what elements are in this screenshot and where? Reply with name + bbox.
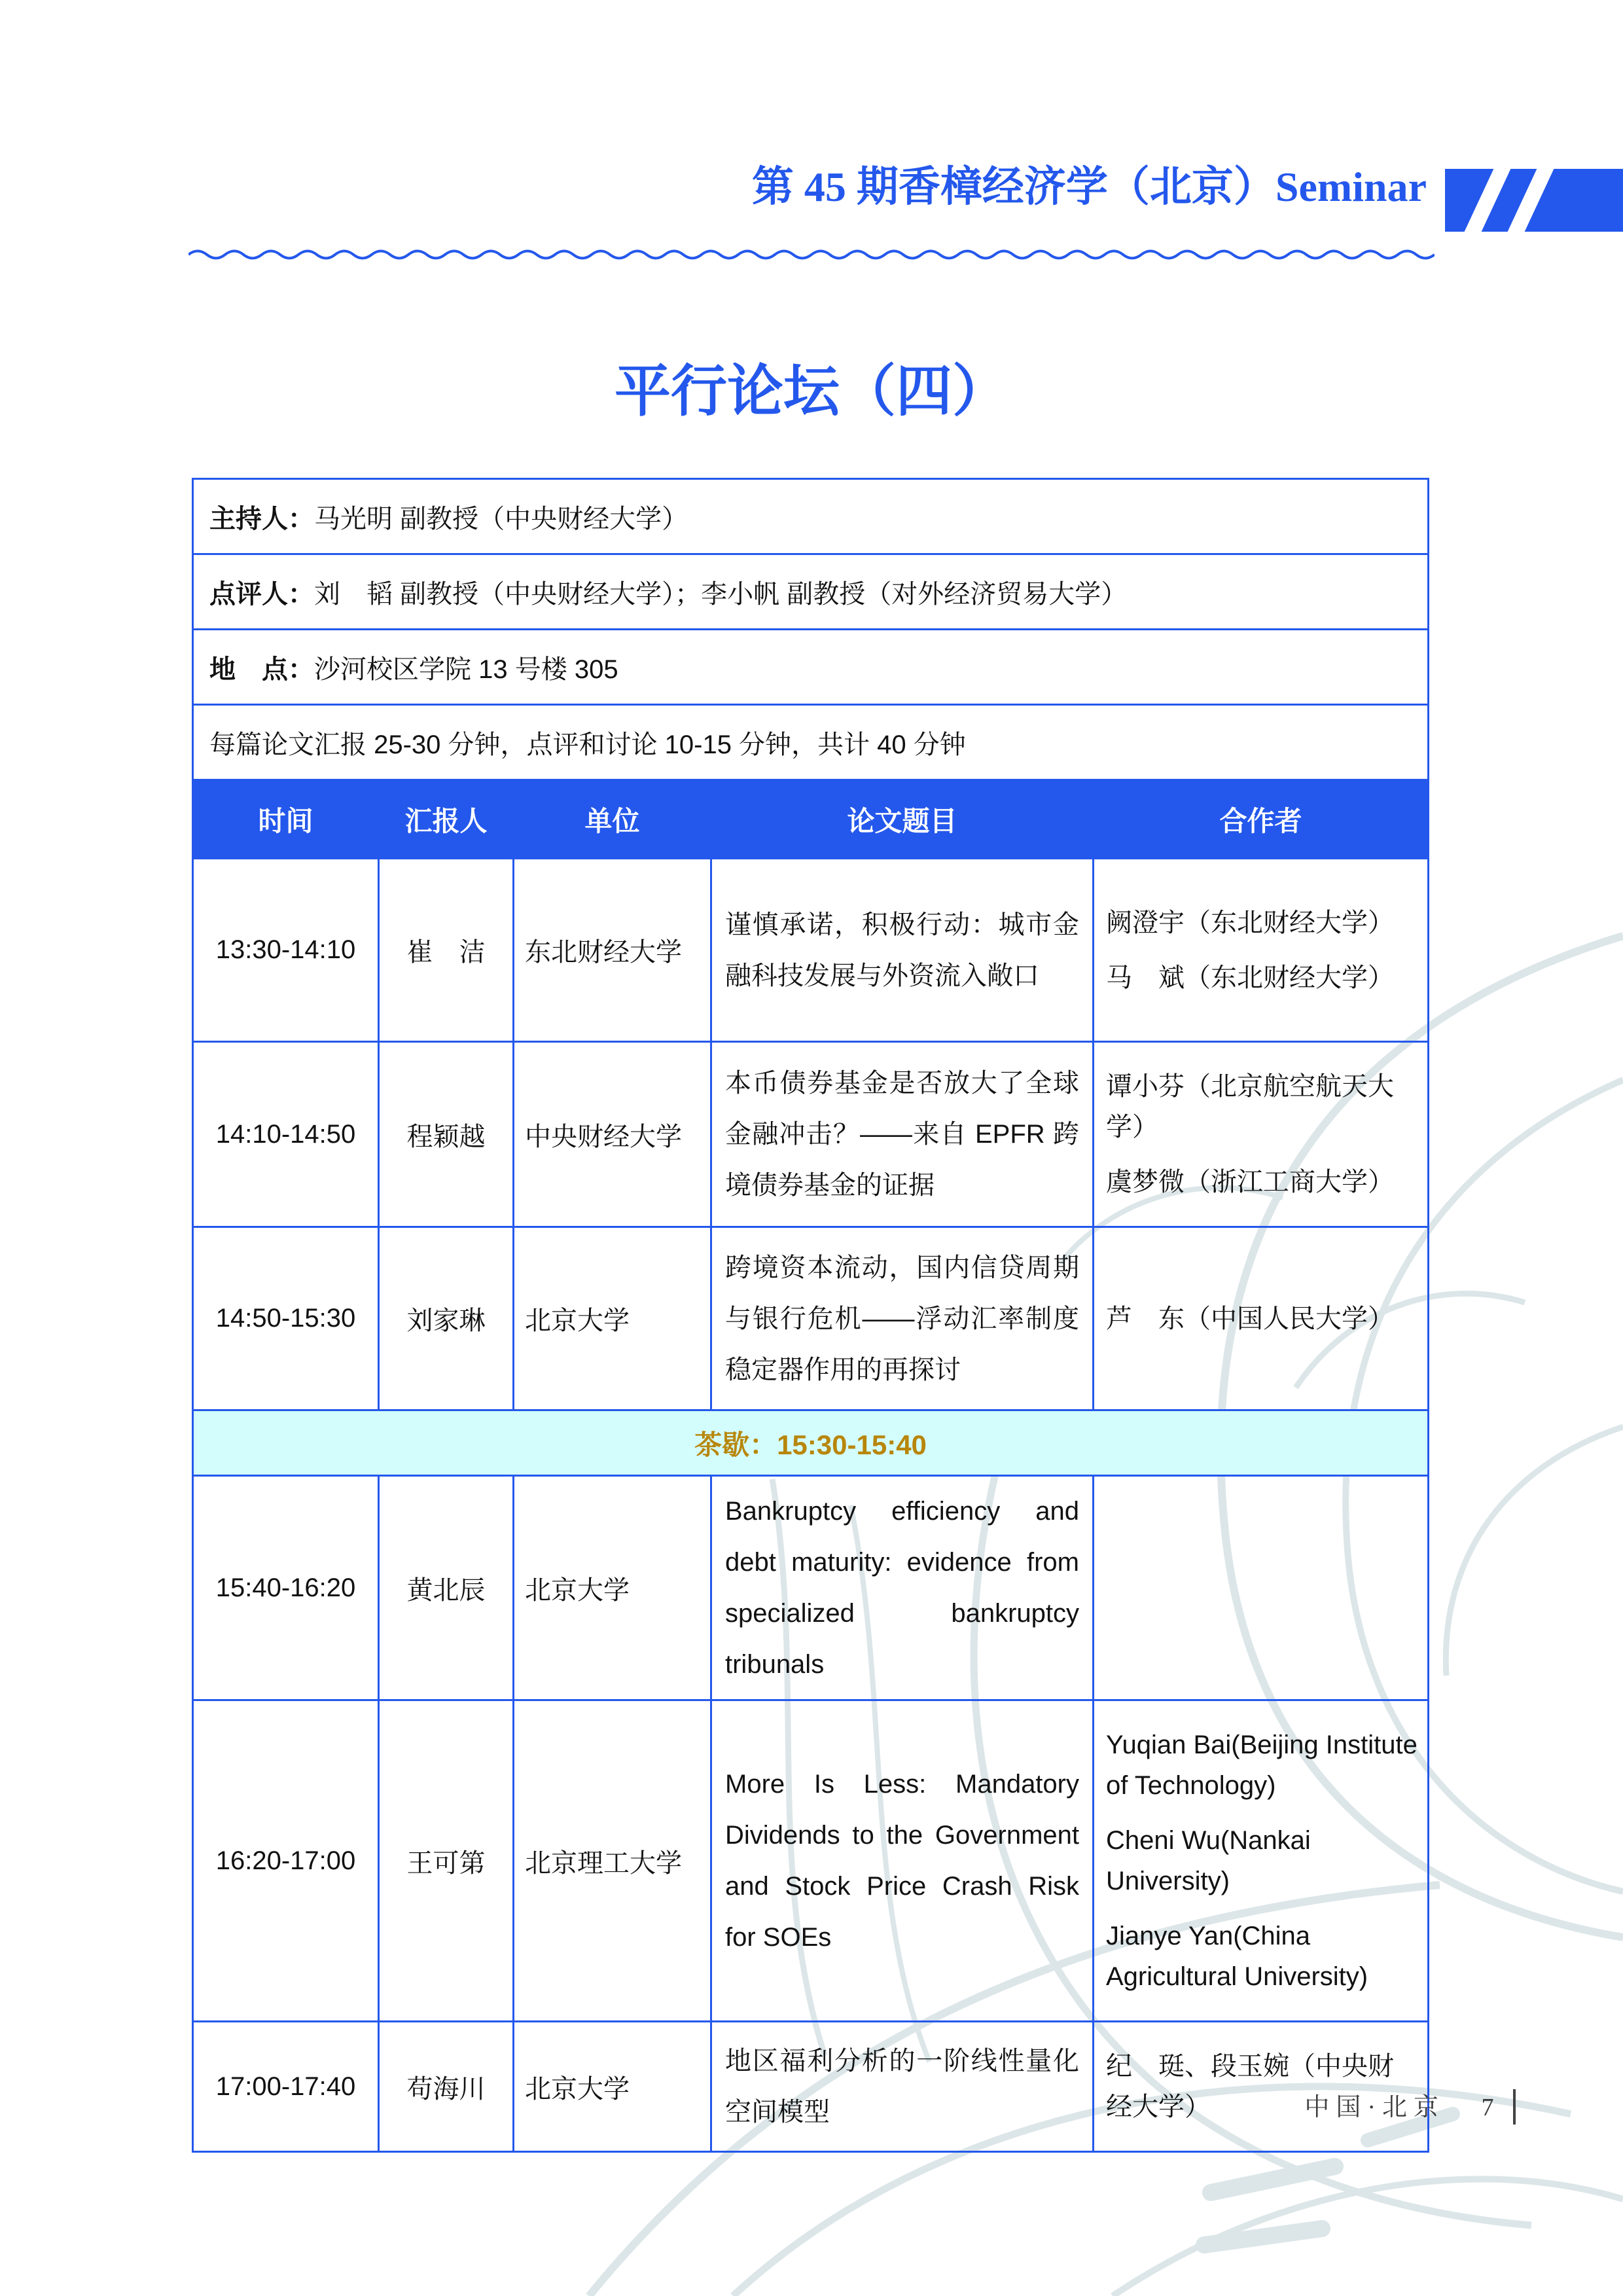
presenter-cell: 黄北辰 xyxy=(379,1476,514,1700)
coauthor: 虞梦微（浙江工商大学） xyxy=(1106,1168,1394,1196)
info-row-venue xyxy=(193,630,1429,705)
wavy-divider xyxy=(188,247,1435,262)
reviewers-value: 刘 韬 副教授（中央财经大学）；李小帆 副教授（对外经济贸易大学） xyxy=(314,579,1128,609)
time-cell: 15:40-16:20 xyxy=(193,1476,379,1700)
coauthor: 芦 东（中国人民大学） xyxy=(1106,1304,1394,1333)
info-row-duration xyxy=(193,705,1429,780)
footer-page-number: 7 xyxy=(1481,2094,1494,2121)
coauthors-cell xyxy=(1094,1700,1429,2022)
session-row xyxy=(193,1227,1429,1410)
coauthor: Jianye Yan(China Agricultural University) xyxy=(1106,1922,1368,1991)
page-header-title: 第 45 期香樟经济学（北京）Seminar xyxy=(751,164,1427,210)
affiliation-cell: 北京大学 xyxy=(514,1227,711,1410)
session-row xyxy=(193,1700,1429,2022)
coauthor: Yuqian Bai(Beijing Institute of Technology) xyxy=(1106,1731,1418,1800)
paper-title-cell: 跨境资本流动，国内信贷周期与银行危机——浮动汇率制度稳定器作用的再探讨 xyxy=(711,1227,1094,1410)
info-row-reviewers xyxy=(193,554,1429,630)
venue-label: 地 点： xyxy=(209,655,314,684)
tea-break-row xyxy=(193,1410,1429,1476)
affiliation-cell: 北京大学 xyxy=(514,2022,711,2152)
reviewers-label: 点评人： xyxy=(209,579,314,609)
presenter-cell: 王可第 xyxy=(379,1700,514,2022)
session-row xyxy=(193,1476,1429,1700)
coauthors-cell xyxy=(1094,859,1429,1042)
info-row-host xyxy=(193,479,1429,554)
presenter-cell: 刘家琳 xyxy=(379,1227,514,1410)
column-header-coauthors: 合作者 xyxy=(1094,780,1429,859)
session-row xyxy=(193,859,1429,1042)
affiliation-cell: 东北财经大学 xyxy=(514,859,711,1042)
badge-slash-icon xyxy=(1504,169,1558,232)
column-header-presenter: 汇报人 xyxy=(379,780,514,859)
time-cell: 14:10-14:50 xyxy=(193,1042,379,1227)
footer-location: 中国·北京 xyxy=(1304,2094,1445,2121)
schedule-table xyxy=(192,478,1429,2153)
session-row xyxy=(193,1042,1429,1227)
forum-title: 平行论坛（四） xyxy=(615,360,1008,423)
tea-break-label: 茶歇：15:30-15:40 xyxy=(193,1410,1429,1476)
column-header-time: 时间 xyxy=(193,780,379,859)
coauthor: 纪 珽、段玉婉（中央财经大学） xyxy=(1106,2052,1394,2121)
seminar-badge-icon xyxy=(1445,169,1623,232)
paper-title-cell: More Is Less: Mandatory Dividends to the Government and Stock Price Crash Risk for SOEs xyxy=(711,1700,1094,2022)
coauthors-cell xyxy=(1094,1042,1429,1227)
paper-title-cell: 谨慎承诺，积极行动：城市金融科技发展与外资流入敞口 xyxy=(711,859,1094,1042)
affiliation-cell: 北京理工大学 xyxy=(514,1700,711,2022)
venue-value: 沙河校区学院 13 号楼 305 xyxy=(314,655,618,684)
page-footer xyxy=(0,2087,1516,2125)
column-header-paper-title: 论文题目 xyxy=(711,780,1094,859)
coauthor: 谭小芬（北京航空航天大学） xyxy=(1106,1072,1394,1141)
paper-title-cell: 本币债券基金是否放大了全球金融冲击？——来自 EPFR 跨境债券基金的证据 xyxy=(711,1042,1094,1227)
coauthors-cell xyxy=(1094,1476,1429,1700)
presenter-cell: 崔 洁 xyxy=(379,859,514,1042)
table-header-row xyxy=(193,780,1429,859)
paper-title-cell: Bankruptcy efficiency and debt maturity: evidence from specialized bankruptcy tribunals xyxy=(711,1476,1094,1700)
badge-slash-icon xyxy=(1461,169,1514,232)
coauthor: 马 斌（东北财经大学） xyxy=(1106,963,1394,992)
coauthor: Cheni Wu(Nankai University) xyxy=(1106,1826,1311,1895)
duration-note: 每篇论文汇报 25-30 分钟，点评和讨论 10-15 分钟，共计 40 分钟 xyxy=(209,730,966,759)
host-label: 主持人： xyxy=(209,504,314,533)
time-cell: 14:50-15:30 xyxy=(193,1227,379,1410)
column-header-affiliation: 单位 xyxy=(514,780,711,859)
presenter-cell: 程颖越 xyxy=(379,1042,514,1227)
paper-title-cell: 地区福利分析的一阶线性量化空间模型 xyxy=(711,2022,1094,2152)
coauthor: 阙澄宇（东北财经大学） xyxy=(1106,908,1394,937)
time-cell: 16:20-17:00 xyxy=(193,1700,379,2022)
presenter-cell: 苟海川 xyxy=(379,2022,514,2152)
time-cell: 13:30-14:10 xyxy=(193,859,379,1042)
affiliation-cell: 中央财经大学 xyxy=(514,1042,711,1227)
time-cell: 17:00-17:40 xyxy=(193,2022,379,2152)
host-value: 马光明 副教授（中央财经大学） xyxy=(314,504,688,533)
affiliation-cell: 北京大学 xyxy=(514,1476,711,1700)
coauthors-cell xyxy=(1094,1227,1429,1410)
footer-divider-bar xyxy=(1513,2089,1516,2125)
